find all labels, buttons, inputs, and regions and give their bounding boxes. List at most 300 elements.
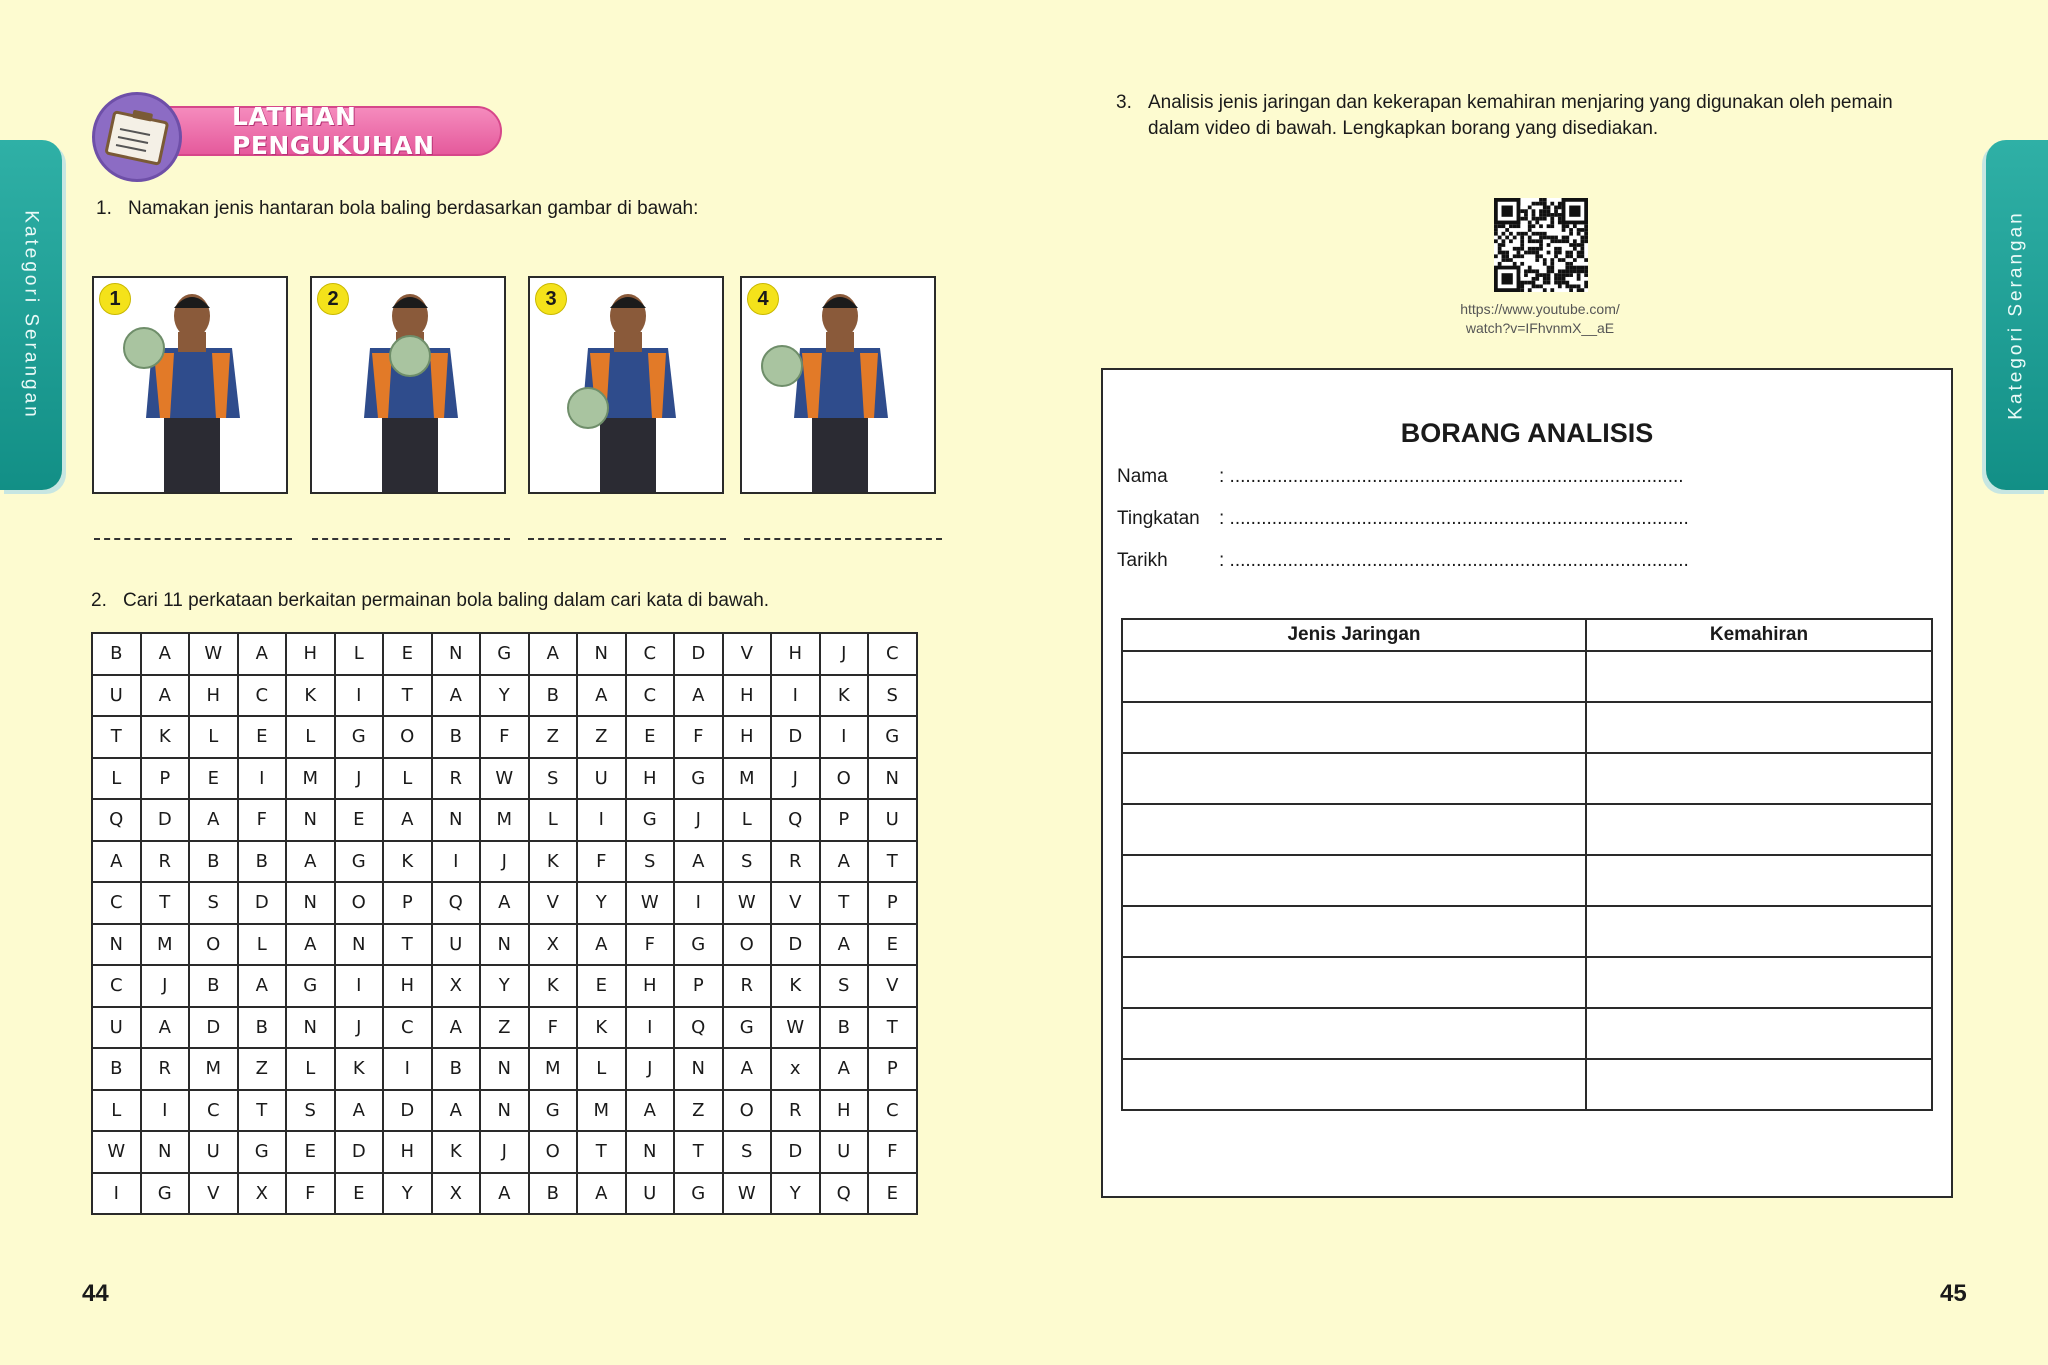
table-row	[1122, 651, 1932, 702]
grid-cell[interactable]: E	[189, 758, 238, 800]
grid-cell[interactable]: O	[723, 1090, 772, 1132]
grid-cell[interactable]: O	[383, 716, 432, 758]
grid-cell[interactable]: S	[626, 841, 675, 883]
grid-cell[interactable]: I	[626, 1007, 675, 1049]
grid-cell[interactable]: P	[868, 882, 917, 924]
grid-cell[interactable]: S	[868, 675, 917, 717]
grid-cell[interactable]: P	[383, 882, 432, 924]
grid-cell[interactable]: D	[383, 1090, 432, 1132]
grid-cell[interactable]: D	[771, 1131, 820, 1173]
cell-kemahiran[interactable]	[1586, 651, 1932, 702]
grid-cell[interactable]: N	[626, 1131, 675, 1173]
grid-cell[interactable]: U	[820, 1131, 869, 1173]
grid-cell[interactable]: A	[238, 633, 287, 675]
grid-cell[interactable]: G	[335, 716, 384, 758]
grid-cell[interactable]: M	[286, 758, 335, 800]
grid-cell[interactable]: A	[674, 841, 723, 883]
grid-cell[interactable]: N	[286, 882, 335, 924]
grid-cell[interactable]: V	[189, 1173, 238, 1215]
cell-jenis-jaringan[interactable]	[1122, 804, 1586, 855]
grid-cell[interactable]: P	[141, 758, 190, 800]
grid-cell[interactable]: J	[335, 758, 384, 800]
table-row	[1122, 1059, 1932, 1110]
grid-cell[interactable]: A	[286, 924, 335, 966]
grid-cell[interactable]: L	[286, 1048, 335, 1090]
side-tab-right	[1986, 140, 2048, 490]
grid-cell[interactable]: I	[335, 675, 384, 717]
grid-cell[interactable]: A	[383, 799, 432, 841]
question-1-number: 1.	[96, 198, 112, 219]
cell-kemahiran[interactable]	[1586, 753, 1932, 804]
grid-cell[interactable]: A	[820, 1048, 869, 1090]
grid-cell[interactable]: I	[771, 675, 820, 717]
grid-cell[interactable]: X	[432, 1173, 481, 1215]
grid-cell[interactable]: L	[92, 1090, 141, 1132]
grid-cell[interactable]: A	[820, 924, 869, 966]
field-nama-label: Nama	[1117, 466, 1168, 487]
grid-cell[interactable]: A	[141, 633, 190, 675]
grid-cell[interactable]: I	[238, 758, 287, 800]
grid-cell[interactable]: N	[286, 1007, 335, 1049]
grid-cell[interactable]: I	[141, 1090, 190, 1132]
cell-jenis-jaringan[interactable]	[1122, 1008, 1586, 1059]
grid-cell[interactable]: K	[529, 841, 578, 883]
question-3-line2: dalam video di bawah. Lengkapkan borang yang disediakan.	[1148, 118, 1659, 139]
grid-cell[interactable]: O	[723, 924, 772, 966]
grid-cell[interactable]: D	[771, 716, 820, 758]
grid-cell[interactable]: R	[723, 965, 772, 1007]
grid-cell[interactable]: I	[432, 841, 481, 883]
grid-cell[interactable]: W	[626, 882, 675, 924]
grid-cell[interactable]: V	[529, 882, 578, 924]
grid-cell[interactable]: Q	[771, 799, 820, 841]
cell-jenis-jaringan[interactable]	[1122, 855, 1586, 906]
grid-row	[92, 1007, 917, 1049]
grid-cell[interactable]: S	[723, 841, 772, 883]
grid-cell[interactable]: C	[383, 1007, 432, 1049]
grid-cell[interactable]: F	[674, 716, 723, 758]
banner-pill	[152, 102, 502, 160]
grid-cell[interactable]: G	[626, 799, 675, 841]
grid-cell[interactable]: I	[577, 799, 626, 841]
grid-cell[interactable]: D	[771, 924, 820, 966]
grid-cell[interactable]: G	[529, 1090, 578, 1132]
cell-kemahiran[interactable]	[1586, 957, 1932, 1008]
grid-cell[interactable]: I	[92, 1173, 141, 1215]
grid-cell[interactable]: K	[771, 965, 820, 1007]
grid-cell[interactable]: W	[189, 633, 238, 675]
grid-row	[92, 1131, 917, 1173]
grid-cell[interactable]: L	[529, 799, 578, 841]
grid-cell[interactable]: H	[626, 758, 675, 800]
grid-cell[interactable]: T	[141, 882, 190, 924]
photo-number-badge: 2	[317, 283, 349, 315]
grid-cell[interactable]: C	[868, 633, 917, 675]
answer-line-1	[94, 538, 292, 540]
grid-cell[interactable]: C	[92, 965, 141, 1007]
grid-cell[interactable]: G	[480, 633, 529, 675]
grid-cell[interactable]: M	[141, 924, 190, 966]
grid-cell[interactable]: L	[723, 799, 772, 841]
grid-cell[interactable]: Q	[674, 1007, 723, 1049]
cell-jenis-jaringan[interactable]	[1122, 651, 1586, 702]
grid-cell[interactable]: A	[189, 799, 238, 841]
grid-cell[interactable]: G	[868, 716, 917, 758]
grid-cell[interactable]: A	[92, 841, 141, 883]
grid-cell[interactable]: N	[480, 1048, 529, 1090]
grid-cell[interactable]: N	[577, 633, 626, 675]
grid-cell[interactable]: Q	[432, 882, 481, 924]
grid-cell[interactable]: K	[335, 1048, 384, 1090]
grid-cell[interactable]: A	[432, 675, 481, 717]
grid-cell[interactable]: A	[432, 1007, 481, 1049]
analysis-table	[1121, 618, 1933, 1111]
table-row	[1122, 1008, 1932, 1059]
grid-cell[interactable]: A	[238, 965, 287, 1007]
grid-cell[interactable]: A	[529, 633, 578, 675]
cell-kemahiran[interactable]	[1586, 855, 1932, 906]
grid-cell[interactable]: L	[189, 716, 238, 758]
grid-cell[interactable]: G	[674, 758, 723, 800]
grid-cell[interactable]: E	[286, 1131, 335, 1173]
grid-cell[interactable]: X	[529, 924, 578, 966]
side-tab-right-label: Kategori Serangan	[2006, 210, 2028, 420]
field-tarikh[interactable]	[1117, 550, 1689, 572]
grid-cell[interactable]: C	[626, 675, 675, 717]
grid-cell[interactable]: T	[92, 716, 141, 758]
grid-cell[interactable]: Y	[771, 1173, 820, 1215]
grid-cell[interactable]: T	[868, 841, 917, 883]
grid-cell[interactable]: T	[383, 924, 432, 966]
grid-cell[interactable]: K	[577, 1007, 626, 1049]
grid-cell[interactable]: C	[238, 675, 287, 717]
grid-cell[interactable]: G	[238, 1131, 287, 1173]
cell-jenis-jaringan[interactable]	[1122, 957, 1586, 1008]
grid-cell[interactable]: E	[383, 633, 432, 675]
grid-cell[interactable]: D	[238, 882, 287, 924]
grid-cell[interactable]: U	[868, 799, 917, 841]
grid-cell[interactable]: A	[432, 1090, 481, 1132]
ball	[762, 346, 802, 386]
grid-cell[interactable]: Y	[577, 882, 626, 924]
grid-cell[interactable]: T	[820, 882, 869, 924]
grid-cell[interactable]: U	[626, 1173, 675, 1215]
grid-cell[interactable]: F	[238, 799, 287, 841]
grid-cell[interactable]: N	[674, 1048, 723, 1090]
grid-cell[interactable]: G	[286, 965, 335, 1007]
grid-cell[interactable]: S	[189, 882, 238, 924]
grid-cell[interactable]: I	[820, 716, 869, 758]
field-tingkatan[interactable]	[1117, 508, 1689, 530]
grid-cell[interactable]: Z	[529, 716, 578, 758]
grid-cell[interactable]: V	[868, 965, 917, 1007]
grid-cell[interactable]: R	[771, 841, 820, 883]
grid-cell[interactable]: Y	[480, 675, 529, 717]
cell-kemahiran[interactable]	[1586, 804, 1932, 855]
grid-cell[interactable]: N	[868, 758, 917, 800]
grid-cell[interactable]: P	[868, 1048, 917, 1090]
grid-cell[interactable]: C	[92, 882, 141, 924]
grid-cell[interactable]: C	[626, 633, 675, 675]
grid-cell[interactable]: B	[820, 1007, 869, 1049]
field-nama[interactable]	[1117, 466, 1684, 488]
grid-cell[interactable]: R	[432, 758, 481, 800]
grid-cell[interactable]: C	[189, 1090, 238, 1132]
grid-cell[interactable]: R	[141, 841, 190, 883]
video-url[interactable]	[1420, 300, 1660, 338]
grid-cell[interactable]: N	[335, 924, 384, 966]
grid-cell[interactable]: T	[577, 1131, 626, 1173]
grid-cell[interactable]: Z	[674, 1090, 723, 1132]
table-row	[1122, 957, 1932, 1008]
grid-cell[interactable]: X	[238, 1173, 287, 1215]
grid-cell[interactable]: M	[723, 758, 772, 800]
grid-cell[interactable]: U	[432, 924, 481, 966]
table-row	[1122, 855, 1932, 906]
grid-cell[interactable]: H	[771, 633, 820, 675]
grid-cell[interactable]: B	[92, 1048, 141, 1090]
grid-cell[interactable]: J	[480, 1131, 529, 1173]
grid-cell[interactable]: Y	[480, 965, 529, 1007]
grid-cell[interactable]: B	[238, 1007, 287, 1049]
grid-cell[interactable]: V	[723, 633, 772, 675]
grid-cell[interactable]: H	[820, 1090, 869, 1132]
grid-cell[interactable]: D	[189, 1007, 238, 1049]
grid-cell[interactable]: O	[820, 758, 869, 800]
grid-cell[interactable]: M	[189, 1048, 238, 1090]
grid-cell[interactable]: A	[335, 1090, 384, 1132]
grid-cell[interactable]: A	[286, 841, 335, 883]
grid-cell[interactable]: H	[626, 965, 675, 1007]
grid-cell[interactable]: J	[674, 799, 723, 841]
grid-cell[interactable]: R	[771, 1090, 820, 1132]
cell-jenis-jaringan[interactable]	[1122, 1059, 1586, 1110]
grid-cell[interactable]: B	[529, 1173, 578, 1215]
grid-cell[interactable]: K	[383, 841, 432, 883]
grid-cell[interactable]: M	[480, 799, 529, 841]
field-nama-value: : ......................................................................................	[1219, 466, 1684, 487]
qr-code-icon[interactable]	[1494, 198, 1588, 292]
grid-cell[interactable]: V	[771, 882, 820, 924]
grid-cell[interactable]: S	[529, 758, 578, 800]
grid-cell[interactable]: K	[141, 716, 190, 758]
grid-cell[interactable]: P	[820, 799, 869, 841]
grid-cell[interactable]: B	[432, 716, 481, 758]
grid-cell[interactable]: F	[577, 841, 626, 883]
grid-cell[interactable]: U	[189, 1131, 238, 1173]
grid-cell[interactable]: G	[335, 841, 384, 883]
question-1-text: Namakan jenis hantaran bola baling berdasarkan gambar di bawah:	[128, 198, 699, 219]
grid-row	[92, 882, 917, 924]
grid-cell[interactable]: F	[480, 716, 529, 758]
grid-cell[interactable]: G	[674, 1173, 723, 1215]
grid-cell[interactable]: B	[432, 1048, 481, 1090]
grid-cell[interactable]: E	[626, 716, 675, 758]
grid-cell[interactable]: W	[723, 882, 772, 924]
grid-row	[92, 675, 917, 717]
grid-cell[interactable]: W	[480, 758, 529, 800]
form-title: BORANG ANALISIS	[1400, 418, 1654, 448]
grid-cell[interactable]: A	[674, 675, 723, 717]
grid-cell[interactable]: F	[868, 1131, 917, 1173]
grid-cell[interactable]: A	[480, 882, 529, 924]
grid-cell[interactable]: S	[723, 1131, 772, 1173]
grid-cell[interactable]: C	[868, 1090, 917, 1132]
grid-cell[interactable]: K	[529, 965, 578, 1007]
grid-cell[interactable]: K	[432, 1131, 481, 1173]
grid-cell[interactable]: A	[141, 1007, 190, 1049]
cell-kemahiran[interactable]	[1586, 1059, 1932, 1110]
grid-cell[interactable]: O	[189, 924, 238, 966]
grid-cell[interactable]: J	[820, 633, 869, 675]
grid-cell[interactable]: U	[577, 758, 626, 800]
grid-cell[interactable]: I	[674, 882, 723, 924]
grid-row	[92, 965, 917, 1007]
grid-cell[interactable]: T	[674, 1131, 723, 1173]
word-search-grid	[91, 632, 918, 1215]
grid-cell[interactable]: A	[723, 1048, 772, 1090]
grid-cell[interactable]: A	[577, 675, 626, 717]
question-3-line1: Analisis jenis jaringan dan kekerapan kemahiran menjaring yang digunakan oleh pemain	[1148, 92, 1893, 113]
grid-cell[interactable]: L	[383, 758, 432, 800]
grid-cell[interactable]: E	[577, 965, 626, 1007]
grid-cell[interactable]: N	[480, 924, 529, 966]
cell-kemahiran[interactable]	[1586, 1008, 1932, 1059]
cell-jenis-jaringan[interactable]	[1122, 906, 1586, 957]
grid-cell[interactable]: S	[286, 1090, 335, 1132]
grid-cell[interactable]: O	[529, 1131, 578, 1173]
grid-cell[interactable]: B	[189, 841, 238, 883]
grid-cell[interactable]: B	[238, 841, 287, 883]
grid-cell[interactable]: A	[626, 1090, 675, 1132]
grid-cell[interactable]: H	[723, 675, 772, 717]
section-banner	[92, 92, 512, 172]
field-tingkatan-label: Tingkatan	[1117, 508, 1200, 529]
grid-cell[interactable]: J	[626, 1048, 675, 1090]
grid-cell[interactable]: N	[286, 799, 335, 841]
cell-jenis-jaringan[interactable]	[1122, 753, 1586, 804]
grid-cell[interactable]: W	[92, 1131, 141, 1173]
grid-cell[interactable]: G	[141, 1173, 190, 1215]
table-row	[1122, 804, 1932, 855]
grid-row	[92, 758, 917, 800]
grid-cell[interactable]: M	[529, 1048, 578, 1090]
grid-cell[interactable]: T	[238, 1090, 287, 1132]
grid-cell[interactable]: A	[480, 1173, 529, 1215]
grid-cell[interactable]: D	[674, 633, 723, 675]
grid-cell[interactable]: J	[335, 1007, 384, 1049]
grid-row	[92, 716, 917, 758]
grid-cell[interactable]: A	[577, 924, 626, 966]
grid-cell[interactable]: H	[723, 716, 772, 758]
grid-cell[interactable]: L	[577, 1048, 626, 1090]
grid-cell[interactable]: L	[92, 758, 141, 800]
grid-cell[interactable]: N	[432, 633, 481, 675]
grid-cell[interactable]: P	[674, 965, 723, 1007]
grid-cell[interactable]: N	[92, 924, 141, 966]
grid-cell[interactable]: K	[820, 675, 869, 717]
video-url-line2: watch?v=IFhvnmX__aE	[1465, 320, 1615, 336]
grid-cell[interactable]: Y	[383, 1173, 432, 1215]
grid-cell[interactable]: Z	[577, 716, 626, 758]
grid-cell[interactable]: A	[141, 675, 190, 717]
question-1	[96, 196, 698, 222]
grid-cell[interactable]: F	[529, 1007, 578, 1049]
cell-jenis-jaringan[interactable]	[1122, 702, 1586, 753]
field-tarikh-value: : .......................................................................................	[1219, 550, 1689, 571]
grid-cell[interactable]: G	[674, 924, 723, 966]
grid-cell[interactable]: A	[820, 841, 869, 883]
grid-cell[interactable]: E	[868, 924, 917, 966]
grid-cell[interactable]: H	[189, 675, 238, 717]
grid-cell[interactable]: Q	[820, 1173, 869, 1215]
grid-cell[interactable]: I	[383, 1048, 432, 1090]
grid-cell[interactable]: G	[723, 1007, 772, 1049]
grid-cell[interactable]: H	[383, 965, 432, 1007]
grid-cell[interactable]: K	[286, 675, 335, 717]
grid-cell[interactable]: L	[335, 633, 384, 675]
pass-photo-3	[528, 276, 724, 494]
grid-cell[interactable]: O	[335, 882, 384, 924]
grid-cell[interactable]: J	[771, 758, 820, 800]
grid-cell[interactable]: B	[189, 965, 238, 1007]
grid-cell[interactable]: U	[92, 1007, 141, 1049]
grid-cell[interactable]: x	[771, 1048, 820, 1090]
grid-cell[interactable]: B	[529, 675, 578, 717]
grid-cell[interactable]: D	[335, 1131, 384, 1173]
question-3-number: 3.	[1116, 92, 1132, 113]
grid-cell[interactable]: N	[480, 1090, 529, 1132]
grid-cell[interactable]: T	[383, 675, 432, 717]
grid-cell[interactable]: W	[723, 1173, 772, 1215]
grid-cell[interactable]: J	[141, 965, 190, 1007]
grid-cell[interactable]: S	[820, 965, 869, 1007]
table-row	[1122, 906, 1932, 957]
grid-cell[interactable]: Q	[92, 799, 141, 841]
grid-cell[interactable]: E	[335, 799, 384, 841]
grid-cell[interactable]: E	[868, 1173, 917, 1215]
photo-number-badge: 4	[747, 283, 779, 315]
grid-cell[interactable]: R	[141, 1048, 190, 1090]
grid-cell[interactable]: H	[383, 1131, 432, 1173]
grid-cell[interactable]: D	[141, 799, 190, 841]
grid-cell[interactable]: A	[577, 1173, 626, 1215]
cell-kemahiran[interactable]	[1586, 906, 1932, 957]
grid-cell[interactable]: M	[577, 1090, 626, 1132]
grid-cell[interactable]: N	[432, 799, 481, 841]
grid-cell[interactable]: F	[626, 924, 675, 966]
pass-photo-1	[92, 276, 288, 494]
grid-cell[interactable]: J	[480, 841, 529, 883]
grid-cell[interactable]: H	[286, 633, 335, 675]
grid-cell[interactable]: E	[238, 716, 287, 758]
grid-cell[interactable]: L	[286, 716, 335, 758]
grid-cell[interactable]: U	[92, 675, 141, 717]
cell-kemahiran[interactable]	[1586, 702, 1932, 753]
grid-cell[interactable]: Z	[238, 1048, 287, 1090]
grid-cell[interactable]: I	[335, 965, 384, 1007]
grid-cell[interactable]: E	[335, 1173, 384, 1215]
grid-cell[interactable]: B	[92, 633, 141, 675]
grid-cell[interactable]: N	[141, 1131, 190, 1173]
grid-cell[interactable]: L	[238, 924, 287, 966]
grid-cell[interactable]: T	[868, 1007, 917, 1049]
grid-cell[interactable]: W	[771, 1007, 820, 1049]
grid-cell[interactable]: F	[286, 1173, 335, 1215]
pass-photo-2	[310, 276, 506, 494]
grid-cell[interactable]: X	[432, 965, 481, 1007]
grid-cell[interactable]: Z	[480, 1007, 529, 1049]
